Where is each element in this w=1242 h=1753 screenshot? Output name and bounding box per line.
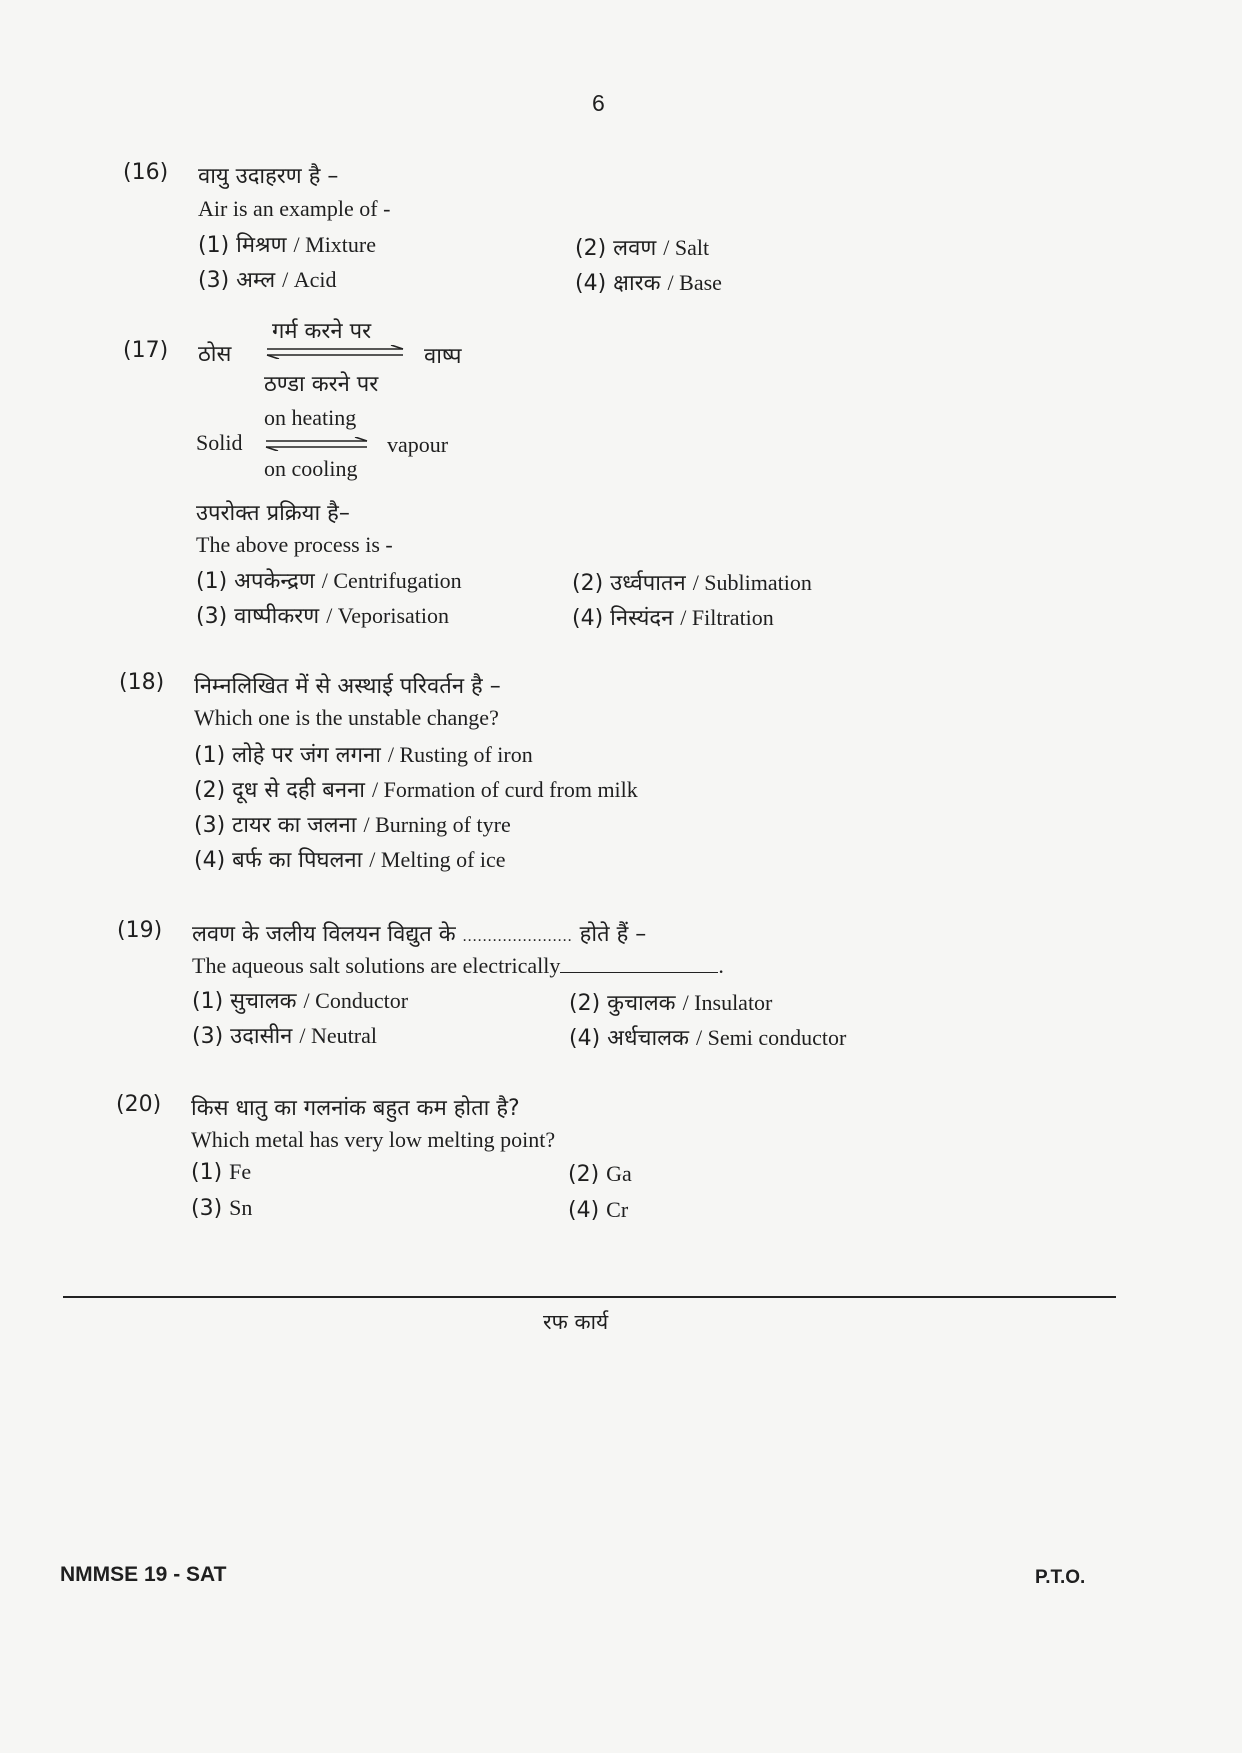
option-19-4[interactable]: [569, 1022, 846, 1052]
option-english: Ga: [606, 1161, 632, 1186]
option-hindi: कुचालक: [607, 991, 676, 1016]
option-16-2[interactable]: [575, 232, 709, 262]
option-hindi: लवण: [613, 236, 657, 261]
option-english: Fe: [229, 1159, 252, 1184]
option-18-3[interactable]: [194, 809, 511, 839]
option-hindi: अपकेन्द्रण: [234, 569, 315, 594]
option-english: / Rusting of iron: [387, 742, 533, 767]
question-19-hindi-end: होते हैं –: [579, 922, 647, 947]
option-hindi: टायर का जलना: [232, 813, 357, 838]
fill-in-dots: ......................: [462, 928, 573, 945]
option-hindi: मिश्रण: [236, 233, 287, 258]
option-number: (3): [194, 813, 226, 838]
exam-code: NMMSE 19 - SAT: [60, 1563, 227, 1586]
option-number: (2): [568, 1162, 600, 1187]
option-english: / Neutral: [299, 1023, 377, 1048]
option-18-4[interactable]: [194, 844, 506, 874]
rough-work-label: रफ कार्य: [543, 1310, 609, 1334]
option-16-1[interactable]: [198, 229, 376, 259]
option-english: / Base: [667, 270, 722, 295]
question-number-16: (16): [123, 160, 169, 185]
option-english: Cr: [606, 1197, 629, 1222]
equation-english-bottom: on cooling: [264, 456, 358, 481]
option-number: (4): [194, 848, 226, 873]
footer-divider: [63, 1296, 1116, 1298]
option-17-3[interactable]: [196, 600, 449, 630]
option-english: / Melting of ice: [369, 847, 506, 872]
option-english: / Veporisation: [326, 603, 450, 628]
reversible-arrow-hindi-icon: [265, 345, 407, 359]
option-19-1[interactable]: [192, 985, 408, 1015]
question-16-english: Air is an example of -: [198, 196, 391, 221]
equation-english-left: Solid: [196, 430, 243, 455]
option-english: / Filtration: [680, 605, 774, 630]
option-number: (3): [191, 1196, 223, 1221]
option-english: / Acid: [282, 267, 337, 292]
option-number: (1): [196, 569, 228, 594]
option-number: (3): [192, 1024, 224, 1049]
question-number-19: (19): [117, 918, 163, 943]
option-english: / Salt: [663, 235, 710, 260]
option-number: (3): [198, 268, 230, 293]
question-17-english: The above process is -: [196, 532, 393, 557]
option-18-1[interactable]: [194, 739, 533, 769]
question-number-17: (17): [123, 338, 169, 363]
option-hindi: दूध से दही बनना: [232, 778, 365, 803]
option-hindi: अम्ल: [236, 268, 276, 293]
option-number: (1): [198, 233, 230, 258]
option-16-4[interactable]: [575, 267, 722, 297]
option-19-2[interactable]: [569, 987, 772, 1017]
option-english: / Conductor: [303, 988, 409, 1013]
option-20-4[interactable]: [568, 1197, 628, 1223]
option-hindi: अर्धचालक: [607, 1026, 689, 1051]
option-hindi: लोहे पर जंग लगना: [232, 743, 381, 768]
option-number: (1): [192, 989, 224, 1014]
option-hindi: क्षारक: [613, 271, 661, 296]
option-english: / Sublimation: [692, 570, 812, 595]
equation-english-right: vapour: [387, 432, 449, 457]
equation-hindi-right: वाष्प: [424, 344, 462, 369]
equation-hindi-left: ठोस: [198, 342, 232, 367]
option-number: (2): [575, 236, 607, 261]
question-19-english-text: The aqueous salt solutions are electrically: [192, 953, 561, 978]
option-english: / Centrifugation: [321, 568, 462, 593]
option-number: (1): [194, 743, 226, 768]
option-20-3[interactable]: [191, 1195, 252, 1221]
question-20-english: Which metal has very low melting point?: [191, 1127, 556, 1152]
option-16-3[interactable]: [198, 264, 337, 294]
option-english: / Mixture: [293, 232, 377, 257]
option-number: (3): [196, 604, 228, 629]
question-17-hindi: उपरोक्त प्रक्रिया है–: [196, 501, 350, 526]
question-19-hindi-start: लवण के जलीय विलयन विद्युत के: [192, 922, 456, 947]
option-number: (2): [572, 571, 604, 596]
option-hindi: बर्फ का पिघलना: [232, 848, 363, 873]
option-english: / Formation of curd from milk: [371, 777, 638, 802]
option-18-2[interactable]: [194, 774, 638, 804]
answer-blank[interactable]: [560, 954, 718, 973]
option-17-1[interactable]: [196, 565, 462, 595]
option-number: (1): [191, 1160, 223, 1185]
equation-hindi-top: गर्म करने पर: [272, 319, 372, 344]
question-19-english: [192, 953, 724, 979]
option-number: (2): [194, 778, 226, 803]
option-20-2[interactable]: [568, 1161, 632, 1187]
reversible-arrow-english-icon: [264, 437, 371, 451]
question-number-20: (20): [116, 1092, 162, 1117]
equation-english-top: on heating: [264, 405, 357, 430]
option-english: / Insulator: [682, 990, 773, 1015]
option-english: / Burning of tyre: [363, 812, 511, 837]
pto-label: P.T.O.: [1035, 1567, 1086, 1588]
question-19-period: .: [718, 953, 724, 978]
option-17-2[interactable]: [572, 567, 812, 597]
option-hindi: उर्ध्वपातन: [610, 571, 686, 596]
option-number: (2): [569, 991, 601, 1016]
option-number: (4): [575, 271, 607, 296]
option-hindi: सुचालक: [230, 989, 297, 1014]
equation-hindi-bottom: ठण्डा करने पर: [264, 372, 379, 397]
page-number: 6: [592, 90, 605, 116]
option-english: / Semi conductor: [696, 1025, 847, 1050]
option-number: (4): [572, 606, 604, 631]
option-number: (4): [569, 1026, 601, 1051]
question-18-hindi: निम्नलिखित में से अस्थाई परिवर्तन है –: [194, 674, 501, 699]
option-17-4[interactable]: [572, 602, 774, 632]
question-16-hindi: वायु उदाहरण है –: [198, 164, 339, 189]
question-number-18: (18): [119, 670, 165, 695]
option-hindi: उदासीन: [230, 1024, 293, 1049]
question-20-hindi: किस धातु का गलनांक बहुत कम होता है?: [191, 1096, 520, 1121]
option-hindi: निस्यंदन: [610, 606, 674, 631]
option-number: (4): [568, 1198, 600, 1223]
option-19-3[interactable]: [192, 1020, 377, 1050]
option-hindi: वाष्पीकरण: [234, 604, 320, 629]
question-19-hindi: [192, 918, 646, 948]
question-18-english: Which one is the unstable change?: [194, 705, 499, 730]
option-20-1[interactable]: [191, 1159, 251, 1185]
option-english: Sn: [229, 1195, 253, 1220]
